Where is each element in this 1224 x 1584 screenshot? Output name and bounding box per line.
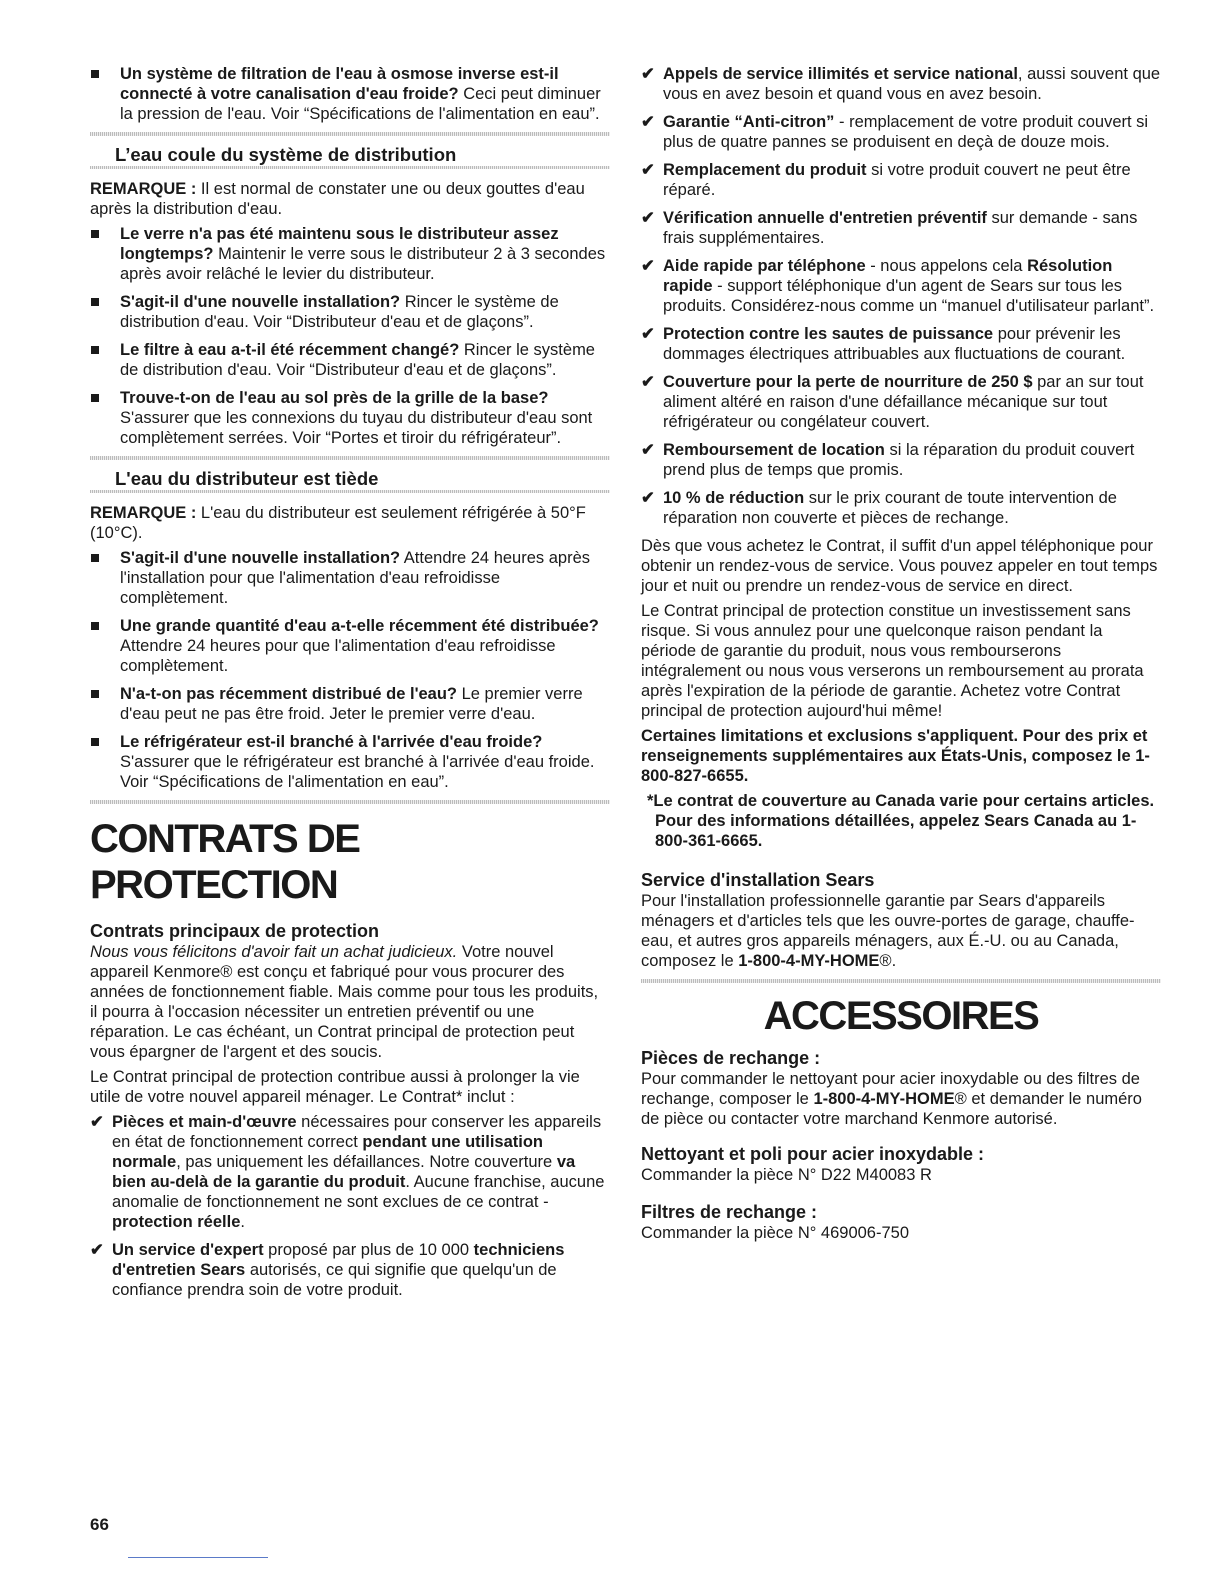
check-icon: ✔ [641,209,655,227]
paragraph: Commander la pièce N° D22 M40083 R [641,1166,932,1184]
bold-text: Remplacement du produit [663,161,867,179]
text: si la réparation du produit couvert prend plus de temps que promis. [663,441,1135,479]
bullet-text: Rincer le système de distribution d'eau. Voir “Distributeur d'eau et de glaçons”. [120,341,595,379]
section-title: L’eau coule du système de distribution [115,144,457,165]
bold-text: va bien au-delà de la garantie du produit [112,1153,576,1191]
phone-number: 1-800-4-MY-HOME [813,1090,955,1108]
text: par an sur tout aliment altéré en raison d'une défaillance mécanique sur tout réfrigérateur ou congélateur couvert. [663,373,1144,431]
left-column [90,64,610,1308]
check-icon: ✔ [641,325,655,343]
paragraph-text: Votre nouvel appareil Kenmore® est conçu et fabriqué pour vous procurer des années de fonctionnement fiable. Mais comme pour tous les produits, il pourra à l'occasion nécessiter un entretien préventif ou une réparation. Le cas échéant, un Contrat principal de protection peut vous épargner de l'argent et des soucis. [90,943,599,1061]
note [90,503,610,543]
bold-text: Aide rapide par téléphone [663,257,866,275]
check-icon: ✔ [641,489,655,507]
list-item [641,440,1161,480]
bullet-text: Le premier verre d'eau peut ne pas être froid. Jeter le premier verre d'eau. [120,685,583,723]
bullet-text: Rincer le système de distribution d'eau. Voir “Distributeur d'eau et de glaçons”. [120,293,559,331]
phone-number: 1-800-4-MY-HOME [738,952,880,970]
list-item [90,292,610,332]
right-column [641,64,1161,1248]
list-item [90,616,610,676]
bold-text: Couverture pour la perte de nourriture de 250 $ [663,373,1033,391]
paragraph: Dès que vous achetez le Contrat, il suffit d'un appel téléphonique pour obtenir un rendez-vous de service. Vous pouvez appeler en tout temps jour et nuit ou prendre un rendez-vous de service en direct. [641,537,1158,595]
bullet-text: Maintenir le verre sous le distributeur 2 à 3 secondes après avoir relâché le levier du distributeur. [120,245,606,283]
check-icon: ✔ [641,65,655,83]
bullet-question: Un système de filtration de l'eau à osmose inverse est-il connecté à votre canalisation d'eau froide? [120,65,559,103]
check-icon: ✔ [641,161,655,179]
note-label: REMARQUE : [90,180,197,198]
list-item [641,112,1161,152]
text: proposé par plus de 10 000 [263,1241,474,1259]
paragraph [641,1069,1161,1129]
check-icon: ✔ [641,441,655,459]
list-item [90,548,610,608]
bullet-question: Le filtre à eau a-t-il été récemment changé? [120,341,460,359]
text: Pour l'installation professionnelle garantie par Sears d'appareils ménagers et d'articles tels que les ouvre-portes de garage, chauffe-eau, et autres gros appareils ménagers, aux É.-U. ou au Canada, composez le [641,892,1135,970]
list-item [90,340,610,380]
bold-text: Vérification annuelle d'entretien préventif [663,209,987,227]
bullet-text: S'assurer que les connexions du tuyau du distributeur d'eau sont complètement serrées. Voir “Portes et tiroir du réfrigérateur”. [120,409,593,447]
page-number: 66 [90,1515,109,1534]
bullet-text: S'assurer que le réfrigérateur est branché à l'arrivée d'eau froide. Voir “Spécifications de l'alimentation en eau”. [120,753,595,791]
bullet-question: Le réfrigérateur est-il branché à l'arrivée d'eau froide? [120,733,543,751]
text: , pas uniquement les défaillances. Notre couverture [176,1153,557,1171]
intro-bullet [90,64,610,124]
list-item [641,372,1161,432]
section-divider [90,800,610,804]
list-item [90,1240,610,1300]
section-title: Nettoyant et poli pour acier inoxydable : [641,1144,985,1164]
list-item [641,488,1161,528]
text: autorisés, ce qui signifie que quelqu'un de confiance prendra soin de votre produit. [112,1261,557,1299]
text: - nous appelons cela [865,257,1028,275]
note-text: L'eau du distributeur est seulement réfrigérée à 50°F (10°C). [90,504,586,542]
list-item [90,224,610,284]
list-item [90,732,610,792]
check-icon: ✔ [641,257,655,275]
check-icon: ✔ [641,373,655,391]
bullet-question: Trouve-t-on de l'eau au sol près de la grille de la base? [120,389,549,407]
bullet-text: Attendre 24 heures pour que l'alimentation d'eau refroidisse complètement. [120,637,556,675]
bold-text: Pièces et main-d'œuvre [112,1113,297,1131]
text: - support téléphonique d'un agent de Sears sur tous les produits. Considérez-nous comme un “manuel d'utilisateur parlant”. [663,277,1155,315]
paragraph [641,891,1161,971]
bullet-text: Ceci peut diminuer la pression de l'eau. Voir “Spécifications de l'alimentation en eau”. [120,85,601,123]
note-text: Il est normal de constater une ou deux gouttes d'eau après la distribution d'eau. [90,180,585,218]
bold-text: Appels de service illimités et service national [663,65,1018,83]
bullet-question: N'a-t-on pas récemment distribué de l'eau? [120,685,458,703]
bold-text: Garantie “Anti-citron” [663,113,835,131]
bullet-question: Le verre n'a pas été maintenu sous le distributeur assez longtemps? [120,225,559,263]
text: . Aucune franchise, aucune anomalie de fonctionnement ne sont exclues de ce contrat - [112,1173,605,1211]
text: ® et demander le numéro de pièce ou contacter votre marchand Kenmore autorisé. [641,1090,1142,1128]
list-item [641,324,1161,364]
bullet-list [90,548,610,792]
list-item [641,160,1161,200]
bold-text: pendant une utilisation normale [112,1133,543,1171]
bold-text: 10 % de réduction [663,489,805,507]
limitations-note: Certaines limitations et exclusions s'appliquent. Pour des prix et renseignements supplémentaires aux États-Unis, composez le 1-800-827-6655. [641,727,1150,785]
check-icon: ✔ [90,1113,104,1131]
list-item [641,208,1161,248]
bullet-text: Attendre 24 heures après l'installation pour que l'alimentation d'eau refroidisse complètement. [120,549,591,607]
check-icon: ✔ [90,1241,104,1259]
text: nécessaires pour conserver les appareils en état de fonctionnement correct [112,1113,602,1151]
note-label: REMARQUE : [90,504,197,522]
section-title: Contrats principaux de protection [90,921,380,941]
text: sur le prix courant de toute intervention de réparation non couverte et pièces de rechange. [663,489,1117,527]
text: - remplacement de votre produit couvert si plus de quatre pannes se produisent en deçà de douze mois. [663,113,1149,151]
paragraph: Commander la pièce N° 469006-750 [641,1224,910,1242]
paragraph: Le Contrat principal de protection constitue un investissement sans risque. Si vous annulez pour une quelconque raison pendant la période de garantie du produit, nous vous rembourserons intégralement ou nous vous verserons un remboursement au prorata après l'expiration de la période de garantie. Achetez votre Contrat principal de protection aujourd'hui même! [641,602,1144,720]
italic-lead: Nous vous félicitons d'avoir fait un achat judicieux. [90,943,458,961]
bold-text: Un service d'expert [112,1241,264,1259]
bullet-question: S'agit-il d'une nouvelle installation? [120,549,401,567]
section-title: Filtres de rechange : [641,1202,818,1222]
section-title: L'eau du distributeur est tiède [115,468,379,489]
bold-text: protection réelle [112,1213,241,1231]
text: ®. [879,952,897,970]
list-item [641,256,1161,316]
check-icon: ✔ [641,113,655,131]
list-item [90,388,610,448]
bullet-question: Une grande quantité d'eau a-t-elle récemment été distribuée? [120,617,599,635]
text: sur demande - sans frais supplémentaires. [663,209,1138,247]
bullet-question: S'agit-il d'une nouvelle installation? [120,293,401,311]
section-divider [90,166,610,169]
text: . [240,1213,245,1231]
list-item [90,1112,610,1232]
text: , aussi souvent que vous en avez besoin et quand vous en avez besoin. [663,65,1161,103]
canada-note: *Le contrat de couverture au Canada varie pour certains articles. Pour des informations détaillées, appelez Sears Canada au 1-800-361-6665. [647,792,1155,850]
paragraph [90,942,610,1062]
bold-text: Protection contre les sautes de puissance [663,325,994,343]
paragraph: Le Contrat principal de protection contribue aussi à prolonger la vie utile de votre nouvel appareil ménager. Le Contrat* inclut : [90,1068,580,1106]
page-title-accessories: ACCESSOIRES [763,994,1039,1038]
bold-text: techniciens d'entretien Sears [112,1241,565,1279]
bold-text: Remboursement de location [663,441,885,459]
section-divider [641,979,1161,983]
bullet-list [90,224,610,448]
section-divider [90,456,610,460]
section-title: Service d'installation Sears [641,870,875,890]
bold-text: Résolution rapide [663,257,1113,295]
section-divider [90,132,610,136]
section-divider [90,490,610,493]
text: si votre produit couvert ne peut être réparé. [663,161,1131,199]
footer-divider [128,1557,268,1558]
page-title-contracts: CONTRATS DE PROTECTION [90,817,360,907]
section-title: Pièces de rechange : [641,1048,821,1068]
text: Pour commander le nettoyant pour acier inoxydable ou des filtres de rechange, composer le [641,1070,1140,1108]
list-item [90,684,610,724]
text: pour prévenir les dommages électriques attribuables aux fluctuations de courant. [663,325,1126,363]
list-item [641,64,1161,104]
note [90,179,610,219]
